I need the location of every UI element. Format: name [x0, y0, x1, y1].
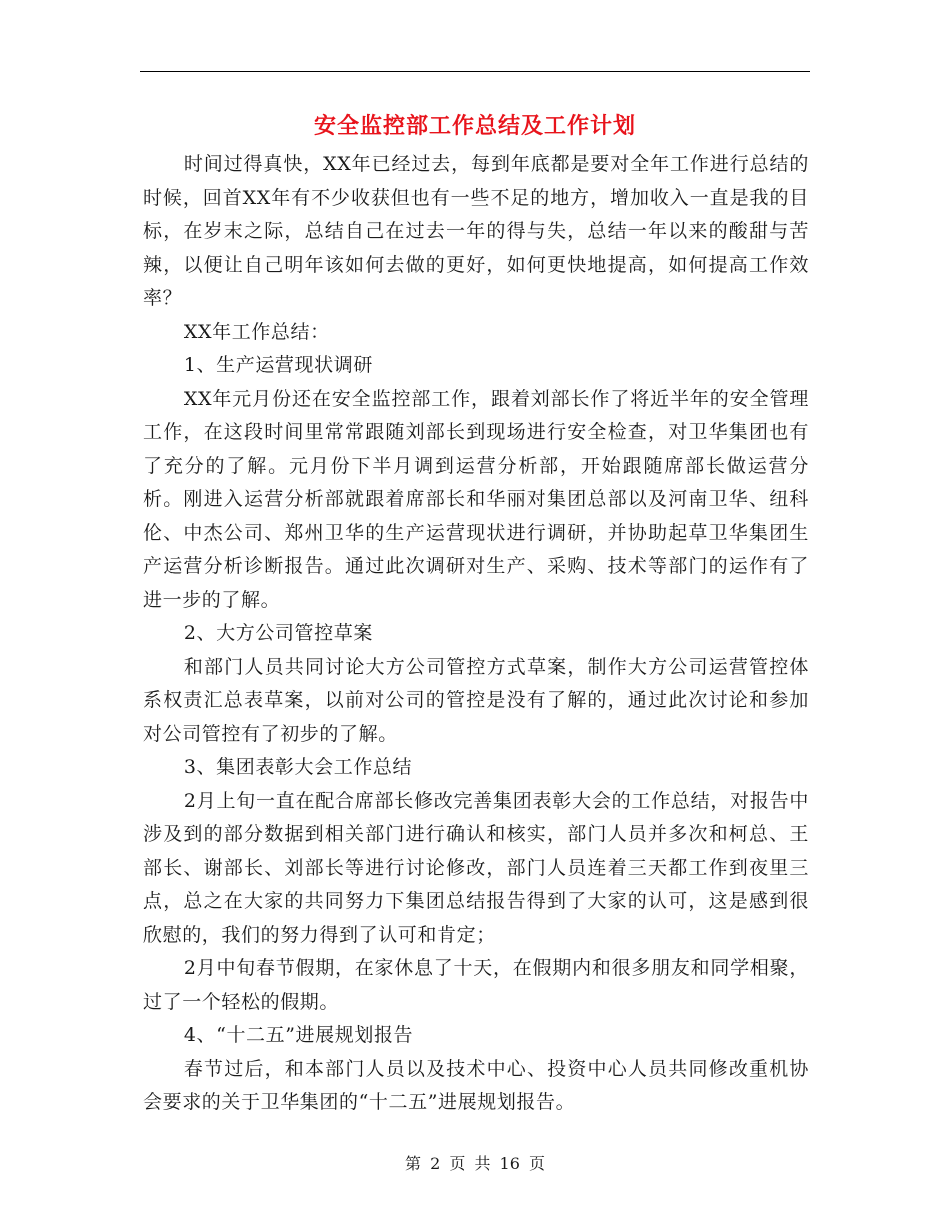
- section-paragraph-1: XX年元月份还在安全监控部工作，跟着刘部长作了将近半年的安全管理工作，在这段时间里常常跟随刘部长到现场进行安全检查，对卫华集团也有了充分的了解。元月份下半月调到运营分析部，开始跟随席部长做运营分析。刚进入运营分析部就跟着席部长和华丽对集团总部以及河南卫华、纽科伦、中杰公司、郑州卫华的生产运营现状进行调研，并协助起草卫华集团生产运营分析诊断报告。通过此次调研对生产、采购、技术等部门的运作有了进一步的了解。: [143, 387, 809, 611]
- page-number: 第 2 页 共 16 页: [405, 1154, 545, 1173]
- section-paragraph-4: 春节过后，和本部门人员以及技术中心、投资中心人员共同修改重机协会要求的关于卫华集团的“十二五”进展规划报告。: [143, 1057, 809, 1113]
- section-heading-3: 3、集团表彰大会工作总结: [183, 756, 413, 778]
- section-paragraph-3a: 2月上旬一直在配合席部长修改完善集团表彰大会的工作总结，对报告中涉及到的部分数据到相关部门进行确认和核实，部门人员并多次和柯总、王部长、谢部长、刘部长等进行讨论修改，部门人员连着三天都工作到夜里三点，总之在大家的共同努力下集团总结报告得到了大家的认可，这是感到很欣慰的，我们的努力得到了认可和肯定；: [143, 789, 809, 946]
- section-heading-4: 4、“十二五”进展规划报告: [183, 1024, 414, 1046]
- document-title: 安全监控部工作总结及工作计划: [313, 113, 636, 139]
- section-heading-2: 2、大方公司管控草案: [183, 622, 373, 644]
- document-body: [143, 148, 809, 1120]
- section-paragraph-2: 和部门人员共同讨论大方公司管控方式草案，制作大方公司运营管控体系权责汇总表草案，以前对公司的管控是没有了解的，通过此次讨论和参加对公司管控有了初步的了解。: [143, 655, 809, 745]
- section-paragraph-3b: 2月中旬春节假期，在家休息了十天，在假期内和很多朋友和同学相聚，过了一个轻松的假期。: [143, 957, 809, 1013]
- section-heading-1: 1、生产运营现状调研: [183, 354, 373, 376]
- header-rule: [140, 71, 810, 72]
- intro-paragraph: 时间过得真快，XX年已经过去，每到年底都是要对全年工作进行总结的时候，回首XX年有不少收获但也有一些不足的地方，增加收入一直是我的目标，在岁末之际，总结自己在过去一年的得与失，总结一年以来的酸甜与苦辣，以便让自己明年该如何去做的更好，如何更快地提高，如何提高工作效率？: [143, 153, 809, 309]
- summary-heading: XX年工作总结：: [183, 320, 330, 343]
